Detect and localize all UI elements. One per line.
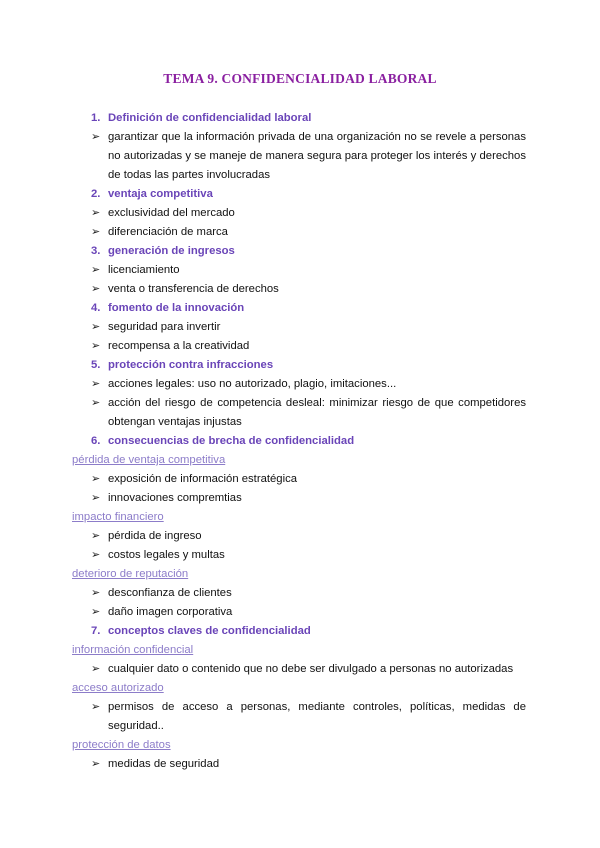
- arrow-bullet-icon: ➢: [91, 530, 101, 542]
- arrow-bullet-icon: ➢: [91, 587, 101, 599]
- section-heading-3: 3. generación de ingresos: [91, 245, 235, 257]
- list-item: ➢ daño imagen corporativa: [0, 603, 600, 622]
- list-item-continuation: seguridad..: [108, 720, 164, 732]
- page-title: TEMA 9. CONFIDENCIALIDAD LABORAL: [163, 71, 437, 86]
- document-body: [0, 109, 600, 774]
- arrow-bullet-icon: ➢: [91, 701, 101, 713]
- section-heading-7: 7. conceptos claves de confidencialidad: [91, 625, 311, 637]
- list-item: ➢ garantizar que la información privada de una organización no se revele a personas: [0, 128, 600, 147]
- list-item: ➢ pérdida de ingreso: [0, 527, 600, 546]
- category-link[interactable]: información confidencial: [72, 644, 194, 656]
- section-heading-6: 6. consecuencias de brecha de confidencialidad: [91, 435, 355, 447]
- arrow-bullet-icon: ➢: [91, 758, 101, 770]
- list-item: ➢ exposición de información estratégica: [0, 470, 600, 489]
- section-heading-4: 4. fomento de la innovación: [91, 302, 245, 314]
- list-item: ➢ desconfianza de clientes: [0, 584, 600, 603]
- list-item: ➢ permisos de acceso a personas, mediante controles, políticas, medidas de: [0, 698, 600, 717]
- arrow-bullet-icon: ➢: [91, 207, 101, 219]
- list-item: ➢ acciones legales: uso no autorizado, plagio, imitaciones...: [0, 375, 600, 394]
- category-link[interactable]: protección de datos: [72, 739, 171, 751]
- list-item: ➢ medidas de seguridad: [0, 755, 600, 774]
- arrow-bullet-icon: ➢: [91, 321, 101, 333]
- category-link[interactable]: acceso autorizado: [72, 682, 164, 694]
- list-item: ➢ exclusividad del mercado: [0, 204, 600, 223]
- category-link[interactable]: pérdida de ventaja competitiva: [72, 454, 226, 466]
- list-item-continuation: no autorizadas y se maneje de manera segura para proteger los interés y derechos: [108, 150, 526, 162]
- section-heading-2: 2. ventaja competitiva: [91, 188, 213, 200]
- list-item: ➢ costos legales y multas: [0, 546, 600, 565]
- section-heading-5: 5. protección contra infracciones: [91, 359, 274, 371]
- arrow-bullet-icon: ➢: [91, 264, 101, 276]
- list-item: ➢ seguridad para invertir: [0, 318, 600, 337]
- category-link[interactable]: deterioro de reputación: [72, 568, 189, 580]
- list-item: ➢ venta o transferencia de derechos: [0, 280, 600, 299]
- list-item: ➢ licenciamiento: [0, 261, 600, 280]
- list-item: ➢ recompensa a la creatividad: [0, 337, 600, 356]
- arrow-bullet-icon: ➢: [91, 397, 101, 409]
- arrow-bullet-icon: ➢: [91, 378, 101, 390]
- arrow-bullet-icon: ➢: [91, 283, 101, 295]
- arrow-bullet-icon: ➢: [91, 549, 101, 561]
- arrow-bullet-icon: ➢: [91, 492, 101, 504]
- arrow-bullet-icon: ➢: [91, 473, 101, 485]
- arrow-bullet-icon: ➢: [91, 131, 101, 143]
- list-item-continuation: de todas las partes involucradas: [108, 169, 271, 181]
- category-link[interactable]: impacto financiero: [72, 511, 164, 523]
- list-item: ➢ innovaciones compremtias: [0, 489, 600, 508]
- arrow-bullet-icon: ➢: [91, 226, 101, 238]
- list-item-continuation: obtengan ventajas injustas: [108, 416, 242, 428]
- list-item: ➢ diferenciación de marca: [0, 223, 600, 242]
- list-item: ➢ acción del riesgo de competencia desleal: minimizar riesgo de que competidores: [0, 394, 600, 413]
- section-heading-1: 1. Definición de confidencialidad laboral: [91, 112, 312, 124]
- list-item: ➢ cualquier dato o contenido que no debe ser divulgado a personas no autorizadas: [0, 660, 600, 679]
- arrow-bullet-icon: ➢: [91, 663, 101, 675]
- arrow-bullet-icon: ➢: [91, 606, 101, 618]
- arrow-bullet-icon: ➢: [91, 340, 101, 352]
